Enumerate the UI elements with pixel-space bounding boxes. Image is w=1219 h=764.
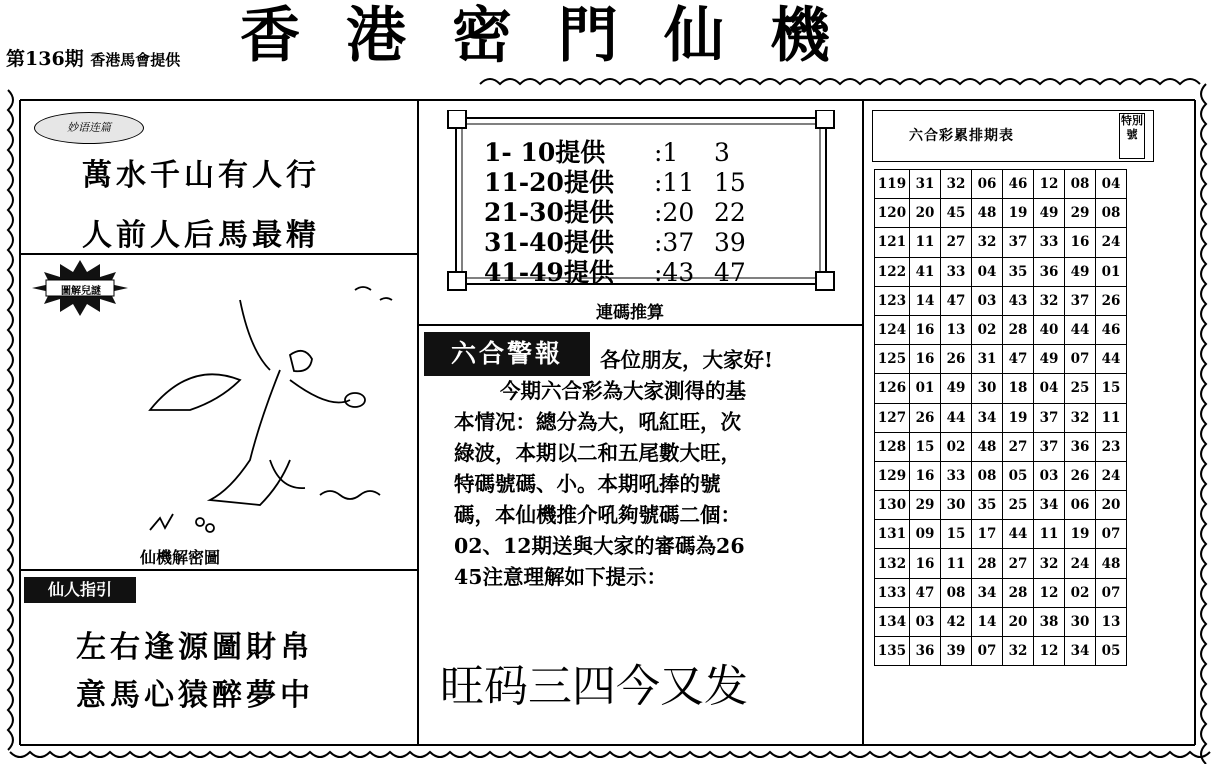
- number-cell: 16: [910, 461, 941, 490]
- issue-number: 第136期: [6, 48, 84, 70]
- number-cell: 38: [1034, 607, 1065, 636]
- number-cell: 45: [941, 199, 972, 228]
- number-cell: 24: [1096, 461, 1127, 490]
- number-cell: 28: [1003, 578, 1034, 607]
- body-line-6: 02、12期送與大家的審碼為26: [454, 534, 745, 558]
- provider-text: 香港馬會提供: [90, 51, 181, 69]
- number-cell: 39: [941, 637, 972, 666]
- number-cell: 36: [1065, 432, 1096, 461]
- number-cell: 16: [910, 549, 941, 578]
- number-a: :1: [654, 138, 679, 167]
- number-cell: 24: [1065, 549, 1096, 578]
- period-cell: 134: [875, 607, 910, 636]
- number-cell: 11: [941, 549, 972, 578]
- number-cell: 13: [1096, 607, 1127, 636]
- number-cell: 32: [941, 170, 972, 199]
- number-cell: 49: [1034, 345, 1065, 374]
- number-cell: 26: [910, 403, 941, 432]
- number-cell: 04: [972, 257, 1003, 286]
- page-title: 香港密門仙機: [240, 1, 876, 71]
- period-cell: 131: [875, 520, 910, 549]
- number-cell: 04: [1034, 374, 1065, 403]
- number-cell: 20: [910, 199, 941, 228]
- number-cell: 23: [1096, 432, 1127, 461]
- number-cell: 40: [1034, 315, 1065, 344]
- number-cell: 46: [1003, 170, 1034, 199]
- number-cell: 43: [1003, 286, 1034, 315]
- body-line-3: 綠波，本期以二和五尾數大旺，: [454, 441, 741, 465]
- number-cell: 05: [1096, 637, 1127, 666]
- number-cell: 48: [972, 199, 1003, 228]
- number-cell: 26: [1096, 286, 1127, 315]
- number-cell: 32: [972, 228, 1003, 257]
- number-cell: 47: [1003, 345, 1034, 374]
- starburst-label: 圖解兒謎: [61, 286, 101, 297]
- number-cell: 49: [1034, 199, 1065, 228]
- range-label: 21-30提供: [484, 198, 614, 227]
- body-line-7: 45注意理解如下提示：: [454, 565, 668, 589]
- number-cell: 18: [1003, 374, 1034, 403]
- number-cell: 07: [1096, 520, 1127, 549]
- period-cell: 119: [875, 170, 910, 199]
- period-cell: 124: [875, 315, 910, 344]
- period-cell: 128: [875, 432, 910, 461]
- number-cell: 15: [941, 520, 972, 549]
- period-cell: 130: [875, 491, 910, 520]
- number-cell: 08: [941, 578, 972, 607]
- period-cell: 125: [875, 345, 910, 374]
- table-row: [875, 403, 1127, 432]
- number-cell: 05: [1003, 461, 1034, 490]
- period-cell: 122: [875, 257, 910, 286]
- issue-line: [6, 44, 180, 71]
- number-cell: 08: [1065, 170, 1096, 199]
- number-cell: 13: [941, 315, 972, 344]
- poem-bottom-line-1: 左右逢源圖財帛: [76, 630, 314, 665]
- table-row: [875, 257, 1127, 286]
- number-cell: 27: [941, 228, 972, 257]
- number-cell: 32: [1034, 286, 1065, 315]
- number-cell: 07: [1096, 578, 1127, 607]
- number-cell: 12: [1034, 578, 1065, 607]
- number-b: 22: [714, 198, 746, 227]
- number-cell: 12: [1034, 170, 1065, 199]
- number-cell: 49: [1065, 257, 1096, 286]
- number-b: 3: [714, 138, 730, 167]
- number-cell: 34: [972, 578, 1003, 607]
- number-cell: 07: [1065, 345, 1096, 374]
- number-cell: 02: [1065, 578, 1096, 607]
- number-b: 15: [714, 168, 746, 197]
- number-cell: 11: [1034, 520, 1065, 549]
- number-cell: 46: [1096, 315, 1127, 344]
- number-cell: 47: [910, 578, 941, 607]
- number-cell: 26: [941, 345, 972, 374]
- number-cell: 26: [1065, 461, 1096, 490]
- number-cell: 25: [1003, 491, 1034, 520]
- number-cell: 47: [941, 286, 972, 315]
- number-cell: 48: [972, 432, 1003, 461]
- number-cell: 15: [910, 432, 941, 461]
- number-cell: 08: [972, 461, 1003, 490]
- number-cell: 37: [1065, 286, 1096, 315]
- number-cell: 07: [972, 637, 1003, 666]
- poem-bottom-line-2: 意馬心猿醉夢中: [76, 678, 314, 713]
- number-cell: 34: [972, 403, 1003, 432]
- period-cell: 121: [875, 228, 910, 257]
- number-cell: 28: [972, 549, 1003, 578]
- number-a: :11: [654, 168, 695, 197]
- number-cell: 32: [1003, 637, 1034, 666]
- number-cell: 29: [1065, 199, 1096, 228]
- period-cell: 127: [875, 403, 910, 432]
- number-cell: 37: [1034, 403, 1065, 432]
- body-line-4: 特碼號碼、小。本期吼捧的號: [454, 472, 721, 496]
- number-a: :20: [654, 198, 695, 227]
- number-cell: 19: [1003, 403, 1034, 432]
- table-row: [875, 461, 1127, 490]
- table-row: [875, 170, 1127, 199]
- number-cell: 36: [910, 637, 941, 666]
- period-cell: 123: [875, 286, 910, 315]
- number-cell: 29: [910, 491, 941, 520]
- number-cell: 08: [1096, 199, 1127, 228]
- period-cell: 126: [875, 374, 910, 403]
- table-row: [875, 286, 1127, 315]
- number-cell: 32: [1034, 549, 1065, 578]
- number-b: 47: [714, 258, 746, 287]
- number-cell: 28: [1003, 315, 1034, 344]
- number-cell: 36: [1034, 257, 1065, 286]
- number-cell: 41: [910, 257, 941, 286]
- number-cell: 35: [972, 491, 1003, 520]
- period-cell: 132: [875, 549, 910, 578]
- number-cell: 06: [972, 170, 1003, 199]
- oval-badge: 妙语连篇: [34, 112, 144, 144]
- number-cell: 03: [1034, 461, 1065, 490]
- number-cell: 02: [972, 315, 1003, 344]
- image-caption: 仙機解密圖: [140, 548, 221, 567]
- number-cell: 02: [941, 432, 972, 461]
- number-cell: 24: [1096, 228, 1127, 257]
- box-caption: 連碼推算: [596, 303, 664, 323]
- number-cell: 25: [1065, 374, 1096, 403]
- number-cell: 03: [910, 607, 941, 636]
- greeting-text: 各位朋友，大家好!: [600, 348, 773, 372]
- immortal-illustration: [130, 260, 410, 550]
- table-row: [875, 228, 1127, 257]
- body-line-1: 今期六合彩為大家測得的基: [500, 379, 746, 403]
- guide-banner: 仙人指引: [24, 577, 136, 603]
- table-row: [875, 549, 1127, 578]
- range-label: 31-40提供: [484, 228, 614, 257]
- body-line-2: 本情况：總分為大，吼紅旺，次: [454, 410, 741, 434]
- schedule-table: [874, 169, 1127, 666]
- range-label: 41-49提供: [484, 258, 614, 287]
- number-cell: 44: [1096, 345, 1127, 374]
- number-row-5: [484, 253, 774, 289]
- number-cell: 35: [1003, 257, 1034, 286]
- number-cell: 33: [941, 461, 972, 490]
- table-row: [875, 607, 1127, 636]
- number-cell: 17: [972, 520, 1003, 549]
- number-a: :43: [654, 258, 695, 287]
- number-cell: 19: [1065, 520, 1096, 549]
- number-cell: 19: [1003, 199, 1034, 228]
- poem-top-line-2: 人前人后馬最精: [82, 218, 320, 253]
- number-cell: 37: [1003, 228, 1034, 257]
- schedule-title: 六合彩累排期表: [909, 128, 1014, 144]
- number-cell: 20: [1096, 491, 1127, 520]
- number-cell: 49: [941, 374, 972, 403]
- number-cell: 44: [1003, 520, 1034, 549]
- number-cell: 42: [941, 607, 972, 636]
- period-cell: 133: [875, 578, 910, 607]
- period-cell: 120: [875, 199, 910, 228]
- number-cell: 15: [1096, 374, 1127, 403]
- big-slogan: 旺码三四今又发: [440, 661, 748, 712]
- special-number-label: 特別號: [1119, 113, 1145, 159]
- number-cell: 31: [910, 170, 941, 199]
- number-cell: 33: [1034, 228, 1065, 257]
- range-label: 1- 10提供: [484, 138, 606, 167]
- number-cell: 20: [1003, 607, 1034, 636]
- table-row: [875, 432, 1127, 461]
- number-b: 39: [714, 228, 746, 257]
- number-cell: 11: [1096, 403, 1127, 432]
- number-cell: 27: [1003, 549, 1034, 578]
- schedule-header: [872, 110, 1154, 162]
- number-cell: 31: [972, 345, 1003, 374]
- table-row: [875, 374, 1127, 403]
- table-row: [875, 491, 1127, 520]
- number-cell: 44: [1065, 315, 1096, 344]
- table-row: [875, 345, 1127, 374]
- alert-banner: 六合警報: [424, 332, 590, 376]
- number-cell: 30: [972, 374, 1003, 403]
- number-cell: 11: [910, 228, 941, 257]
- number-cell: 03: [972, 286, 1003, 315]
- number-cell: 14: [972, 607, 1003, 636]
- number-cell: 01: [910, 374, 941, 403]
- number-cell: 14: [910, 286, 941, 315]
- poem-top-line-1: 萬水千山有人行: [82, 158, 320, 193]
- table-row: [875, 199, 1127, 228]
- number-cell: 32: [1065, 403, 1096, 432]
- number-cell: 33: [941, 257, 972, 286]
- number-cell: 37: [1034, 432, 1065, 461]
- number-cell: 06: [1065, 491, 1096, 520]
- period-cell: 129: [875, 461, 910, 490]
- table-row: [875, 315, 1127, 344]
- table-row: [875, 637, 1127, 666]
- number-cell: 04: [1096, 170, 1127, 199]
- number-cell: 16: [910, 315, 941, 344]
- number-cell: 27: [1003, 432, 1034, 461]
- number-cell: 30: [941, 491, 972, 520]
- number-cell: 09: [910, 520, 941, 549]
- number-cell: 34: [1065, 637, 1096, 666]
- number-cell: 30: [1065, 607, 1096, 636]
- range-label: 11-20提供: [484, 168, 614, 197]
- number-a: :37: [654, 228, 695, 257]
- number-cell: 12: [1034, 637, 1065, 666]
- table-row: [875, 520, 1127, 549]
- number-cell: 44: [941, 403, 972, 432]
- body-line-5: 碼，本仙機推介吼夠號碼二個：: [454, 503, 741, 527]
- number-cell: 16: [910, 345, 941, 374]
- number-cell: 01: [1096, 257, 1127, 286]
- number-cell: 48: [1096, 549, 1127, 578]
- period-cell: 135: [875, 637, 910, 666]
- number-cell: 16: [1065, 228, 1096, 257]
- table-row: [875, 578, 1127, 607]
- number-cell: 34: [1034, 491, 1065, 520]
